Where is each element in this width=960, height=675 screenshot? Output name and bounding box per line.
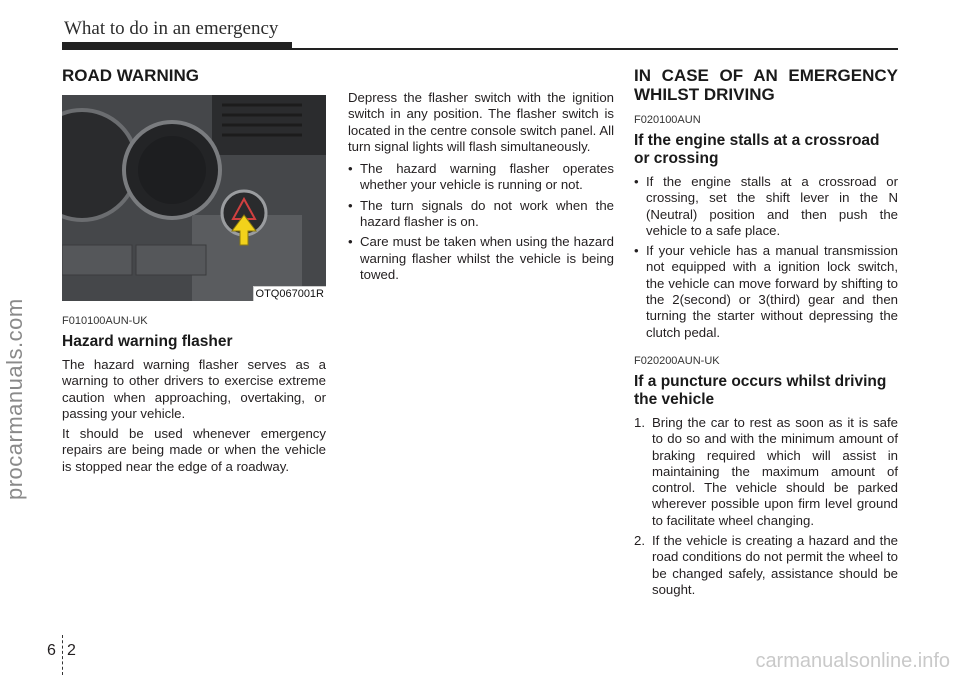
console-illustration [62,95,326,301]
heading-puncture: If a puncture occurs whilst driving the vehicle [634,372,887,408]
section-title-road-warning: ROAD WARNING [62,66,199,85]
section-code: F020200AUN-UK [634,354,720,367]
step-text: Bring the car to rest as soon as it is safe to do so and with the minimum amount of braking required which will assist in maintaining the maximum amount of control. The vehicle should be parked wherever possible upon firm level ground to facilitate wheel changing. [652,414,898,528]
header-rule [62,48,898,50]
list-item: • Care must be taken when using the hazard warning flasher whilst the vehicle is being towed. [348,234,614,283]
photo-caption: OTQ067001R [253,286,326,301]
heading-engine-stalls: If the engine stalls at a crossroad or crossing [634,132,880,167]
chapter-number: 6 [47,642,56,659]
chapter-header-title: What to do in an emergency [64,18,279,39]
step-number: 2. [634,533,645,549]
page-number: 2 [67,642,76,659]
list-item: • If your vehicle has a manual transmission not equipped with a ignition lock switch, the vehicle can move forward by shifting to the 2(second) or 3(third) gear and then turning the starter without depressing the clutch pedal. [634,243,898,341]
paragraph-flasher-switch: Depress the flasher switch with the ignition switch in any position. The flasher switch is located in the centre console switch panel. All turn signal lights will flash simultaneously. [348,90,614,154]
left-column [62,66,326,479]
heading-hazard-warning-flasher: Hazard warning flasher [62,333,233,350]
list-item: • The hazard warning flasher operates whether your vehicle is running or not. [348,161,614,194]
bottom-watermark: carmanualsonline.info [755,650,950,672]
flasher-notes-list [348,161,614,283]
list-item: • If the engine stalls at a crossroad or crossing, set the shift lever in the N (Neutral) position and then push the vehicle to a safe place. [634,174,898,239]
section-title-emergency-driving: IN CASE OF AN EMERGENCY WHILST DRIVING [634,66,898,104]
list-item [634,533,898,598]
paragraph-flasher-purpose: The hazard warning flasher serves as a warning to other drivers to exercise extreme caution when approaching, overtaking, or passing your vehicle. [62,357,326,421]
hazard-switch-photo [62,95,326,301]
right-column [634,66,898,602]
step-text: If the vehicle is creating a hazard and the road conditions do not permit the wheel to be changed safely, assistance should be sought. [652,533,898,597]
step-number: 1. [634,414,645,430]
side-watermark: procarmanuals.com [2,298,27,500]
engine-stall-list [634,174,898,341]
paragraph-flasher-usage: It should be used whenever emergency repairs are being made or when the vehicle is stopped near the edge of a roadway. [62,426,326,474]
list-item: • The turn signals do not work when the hazard flasher is on. [348,198,614,231]
middle-column [348,90,614,287]
footer-divider [62,635,64,675]
list-item [634,415,898,529]
puncture-steps-list [634,415,898,598]
section-code: F010100AUN-UK [62,315,148,327]
section-code: F020100AUN [634,114,701,126]
